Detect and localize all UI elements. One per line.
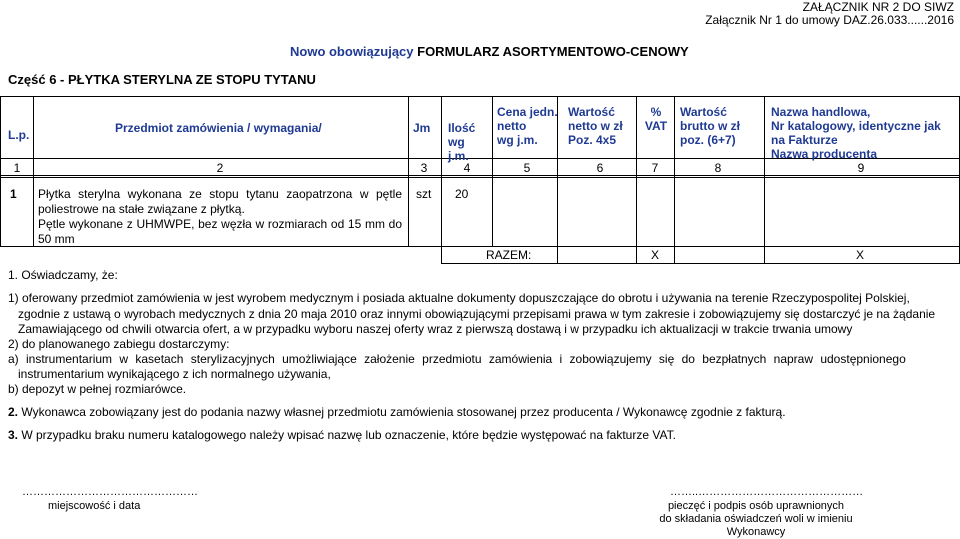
row-unit: szt xyxy=(416,187,432,201)
form-title xyxy=(290,44,689,59)
col-header-unit-price: Cena jedn. netto wg j.m. xyxy=(497,105,558,147)
declaration-1-b: zgodnie z ustawą o wyrobach medycznych z dnia 20 maja 2010 oraz innymi obowiązującymi przepisami prawa w tym zakresie i zobowiązujemy się dostarczyć je na żądanie xyxy=(18,307,936,321)
col-header-subject: Przedmiot zamówienia / wymagania/ xyxy=(115,121,322,135)
col-header-jm: Jm xyxy=(413,121,431,135)
col-header-lp: L.p. xyxy=(8,128,30,142)
declaration-1-a: 1) oferowany przedmiot zamówienia w jest wyrobem medycznym i posiada aktualne dokumenty dopuszczające do obrotu i używania na terenie Rzeczypospolitej Polskiej, xyxy=(8,291,910,305)
row-description: Płytka sterylna wykonana ze stopu tytanu zaopatrzona w pętle poliestrowe na stałe związane z płytką. Pętle wykonane z UHMWPE, bez węzła w rozmiarach od 15 mm do 50 mm xyxy=(38,187,402,246)
col-number-7: 7 xyxy=(651,161,659,175)
declaration-1-e: a) instrumentarium w kasetach sterylizacyjnych umożliwiające założenie przedmiotu zamówienia i zobowiązujemy się do bezpłatnych napraw udostępnionego xyxy=(8,352,906,366)
part-title: Część 6 - PŁYTKA STERYLNA ZE STOPU TYTANU xyxy=(8,72,316,87)
form-title-highlight: Nowo obowiązujący xyxy=(290,44,414,59)
attachment-header-line2: Załącznik Nr 1 do umowy DAZ.26.033......2016 xyxy=(705,13,954,27)
col-number-9: 9 xyxy=(857,161,865,175)
col-number-4: 4 xyxy=(463,161,471,175)
col-header-gross-value: Wartość brutto w zł poz. (6+7) xyxy=(680,105,740,147)
total-net-x: X xyxy=(651,248,660,262)
row-lp: 1 xyxy=(10,187,17,201)
col-header-trade-name: Nazwa handlowa, Nr katalogowy, identyczne jak na Fakturze Nazwa producenta xyxy=(771,105,941,161)
col-number-1: 1 xyxy=(13,161,21,175)
place-date-dotline: ………………………………………… xyxy=(22,486,198,498)
declaration-2: 2. Wykonawca zobowiązany jest do podania nazwy własnej przedmiotu zamówienia stosowanej przez producenta / Wykonawcę zgodnie z fakturą. xyxy=(8,405,786,419)
form-title-rest: FORMULARZ ASORTYMENTOWO-CENOWY xyxy=(413,44,689,59)
col-header-vat: % VAT xyxy=(644,105,668,133)
col-number-3: 3 xyxy=(420,161,428,175)
declaration-3: 3. W przypadku braku numeru katalogowego należy wpisać nazwę lub oznaczenie, które będzie występować na fakturze VAT. xyxy=(8,428,676,442)
col-header-qty: Ilość wg j.m. xyxy=(448,121,476,163)
declaration-1-c: Zamawiającego od chwili otwarcia ofert, a w przypadku wyboru naszej oferty wraz z pierwszą dostawą i w przypadku ich aktualizacji w trakcie trwania umowy xyxy=(18,322,853,336)
attachment-header-line1: ZAŁĄCZNIK NR 2 DO SIWZ xyxy=(802,0,954,14)
declaration-1-d: 2) do planowanego zabiegu dostarczymy: xyxy=(8,337,230,351)
col-number-8: 8 xyxy=(714,161,722,175)
signature-dotline: ……..……………………………………… xyxy=(670,486,864,498)
declaration-1-g: b) depozyt w pełnej rozmiarówce. xyxy=(8,382,187,396)
row-quantity: 20 xyxy=(455,187,469,201)
signature-label: pieczęć i podpis osób uprawnionych do składania oświadczeń woli w imieniu Wykonawcy xyxy=(659,500,853,538)
col-number-2: 2 xyxy=(216,161,224,175)
place-date-label: miejscowość i data xyxy=(48,500,141,512)
total-gross-x: X xyxy=(856,248,865,262)
total-label: RAZEM: xyxy=(486,248,532,262)
col-number-5: 5 xyxy=(523,161,531,175)
declaration-1-title: 1. Oświadczamy, że: xyxy=(8,268,118,282)
col-header-net-value: Wartość netto w zł Poz. 4x5 xyxy=(568,105,623,147)
declaration-1-f: instrumentarium wynikającego z ich normalnego używania, xyxy=(18,367,331,381)
col-number-6: 6 xyxy=(596,161,604,175)
